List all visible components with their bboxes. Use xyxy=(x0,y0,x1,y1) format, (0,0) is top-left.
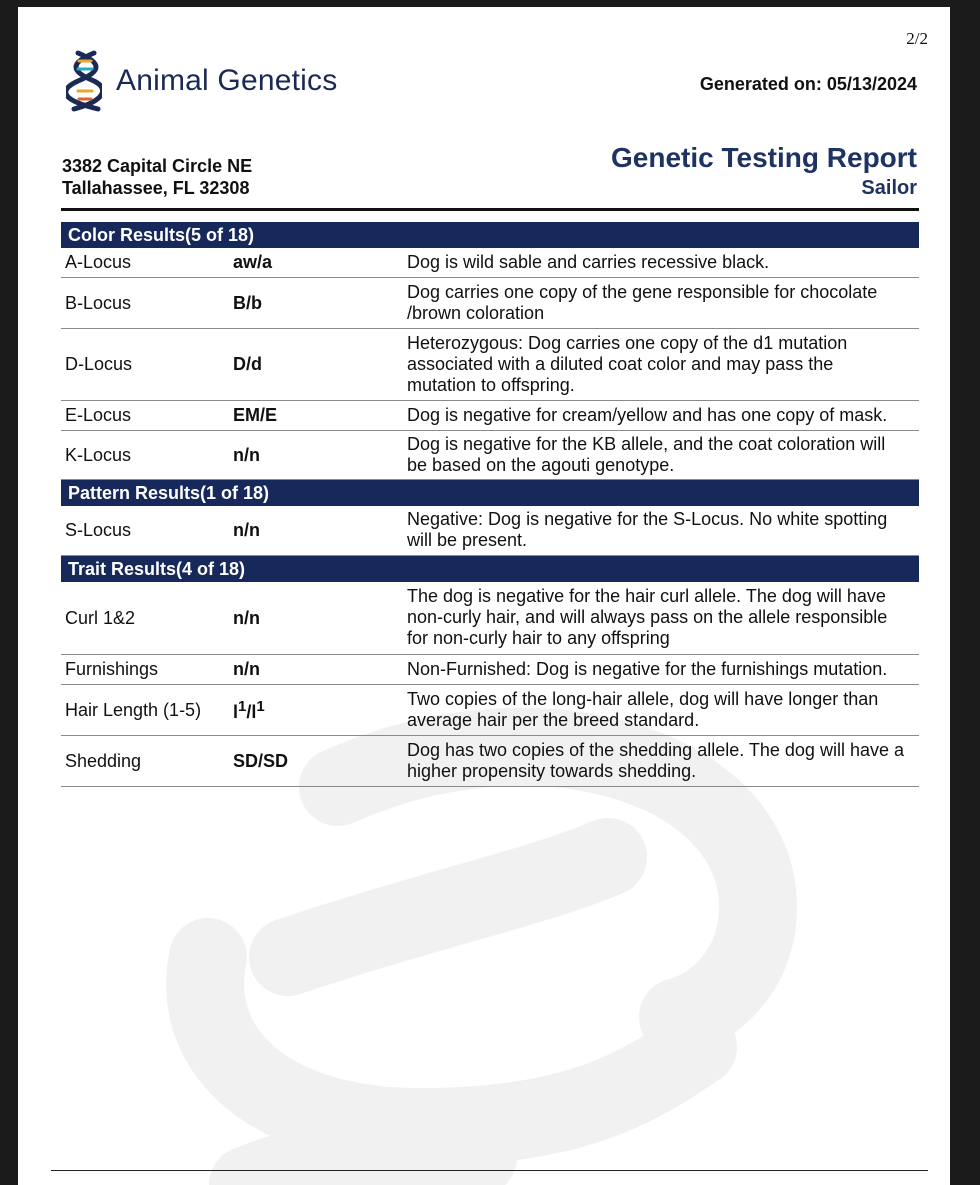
locus-name: A-Locus xyxy=(65,252,132,272)
address-line-1: 3382 Capital Circle NE xyxy=(62,156,253,176)
locus-description: The dog is negative for the hair curl allele. The dog will have non-curly hair, and will always pass on the allele responsible for non-curly hair to any offspring xyxy=(407,586,888,648)
locus-name: B-Locus xyxy=(65,292,132,313)
locus-name: Curl 1&2 xyxy=(65,607,136,628)
locus-name: K-Locus xyxy=(65,444,132,465)
brand-logo xyxy=(66,49,337,113)
report-page xyxy=(18,7,950,1185)
locus-result: aw/a xyxy=(233,252,273,272)
locus-result xyxy=(233,698,405,723)
locus-result: SD/SD xyxy=(233,750,289,771)
locus-result: n/n xyxy=(233,520,260,540)
locus-result: n/n xyxy=(233,659,260,679)
brand-name: Animal Genetics xyxy=(116,64,338,97)
locus-result: n/n xyxy=(233,444,260,465)
locus-name: Hair Length (1-5) xyxy=(65,699,202,720)
results-table xyxy=(61,222,919,787)
page-number: 2/2 xyxy=(906,29,928,48)
allele-base: l xyxy=(233,701,239,722)
locus-description: Dog is negative for cream/yellow and has one copy of mask. xyxy=(407,404,888,425)
locus-description: Dog carries one copy of the gene responsible for chocolate /brown coloration xyxy=(407,281,878,323)
generated-date: Generated on: 05/13/2024 xyxy=(699,74,917,94)
locus-name: D-Locus xyxy=(65,354,133,374)
report-title: Genetic Testing Report xyxy=(611,142,917,173)
locus-description: Dog has two copies of the shedding allele. The dog will have a higher propensity towards shedding. xyxy=(407,739,904,781)
result-row-s-locus xyxy=(61,506,919,556)
result-row-shedding xyxy=(61,736,919,787)
locus-name: E-Locus xyxy=(65,405,132,425)
locus-name: Shedding xyxy=(65,750,142,771)
result-row-hair-length xyxy=(61,685,919,736)
dna-helix-icon xyxy=(66,49,102,113)
address-line-2: Tallahassee, FL 32308 xyxy=(62,178,250,198)
locus-result: D/d xyxy=(233,354,262,374)
result-row-k-locus xyxy=(61,431,919,480)
result-row-b-locus xyxy=(61,278,919,329)
section-heading-color: Color Results(5 of 18) xyxy=(61,222,919,248)
locus-description: Two copies of the long-hair allele, dog will have longer than average hair per the breed standard. xyxy=(407,688,879,730)
result-row-furnishings xyxy=(61,655,919,685)
locus-result: n/n xyxy=(233,607,260,628)
allele-superscript: 1 xyxy=(238,697,247,715)
result-row-a-locus xyxy=(61,248,919,278)
locus-name: S-Locus xyxy=(65,520,132,540)
allele-base: l xyxy=(251,701,257,722)
footer-divider xyxy=(51,1170,928,1171)
locus-description: Heterozygous: Dog carries one copy of the d1 mutation associated with a diluted coat color and may pass the mutation to offspring. xyxy=(407,332,848,395)
report-header xyxy=(611,140,917,200)
locus-result: B/b xyxy=(233,292,262,313)
lab-address xyxy=(62,155,252,199)
locus-description: Dog is negative for the KB allele, and the coat coloration will be based on the agouti genotype. xyxy=(407,433,886,475)
locus-description: Dog is wild sable and carries recessive black. xyxy=(407,251,770,272)
section-heading-trait: Trait Results(4 of 18) xyxy=(61,556,919,582)
allele-superscript: 1 xyxy=(256,697,265,715)
locus-description: Negative: Dog is negative for the S-Locus. No white spotting will be present. xyxy=(407,509,888,550)
section-heading-pattern: Pattern Results(1 of 18) xyxy=(61,480,919,506)
result-row-d-locus xyxy=(61,329,919,401)
header-divider xyxy=(61,208,919,211)
result-row-curl xyxy=(61,582,919,655)
result-row-e-locus xyxy=(61,401,919,431)
locus-result: EM/E xyxy=(233,405,278,425)
locus-name: Furnishings xyxy=(65,659,159,679)
locus-description: Non-Furnished: Dog is negative for the furnishings mutation. xyxy=(407,658,888,679)
report-subject: Sailor xyxy=(861,177,917,199)
allele-separator: / xyxy=(246,701,252,722)
